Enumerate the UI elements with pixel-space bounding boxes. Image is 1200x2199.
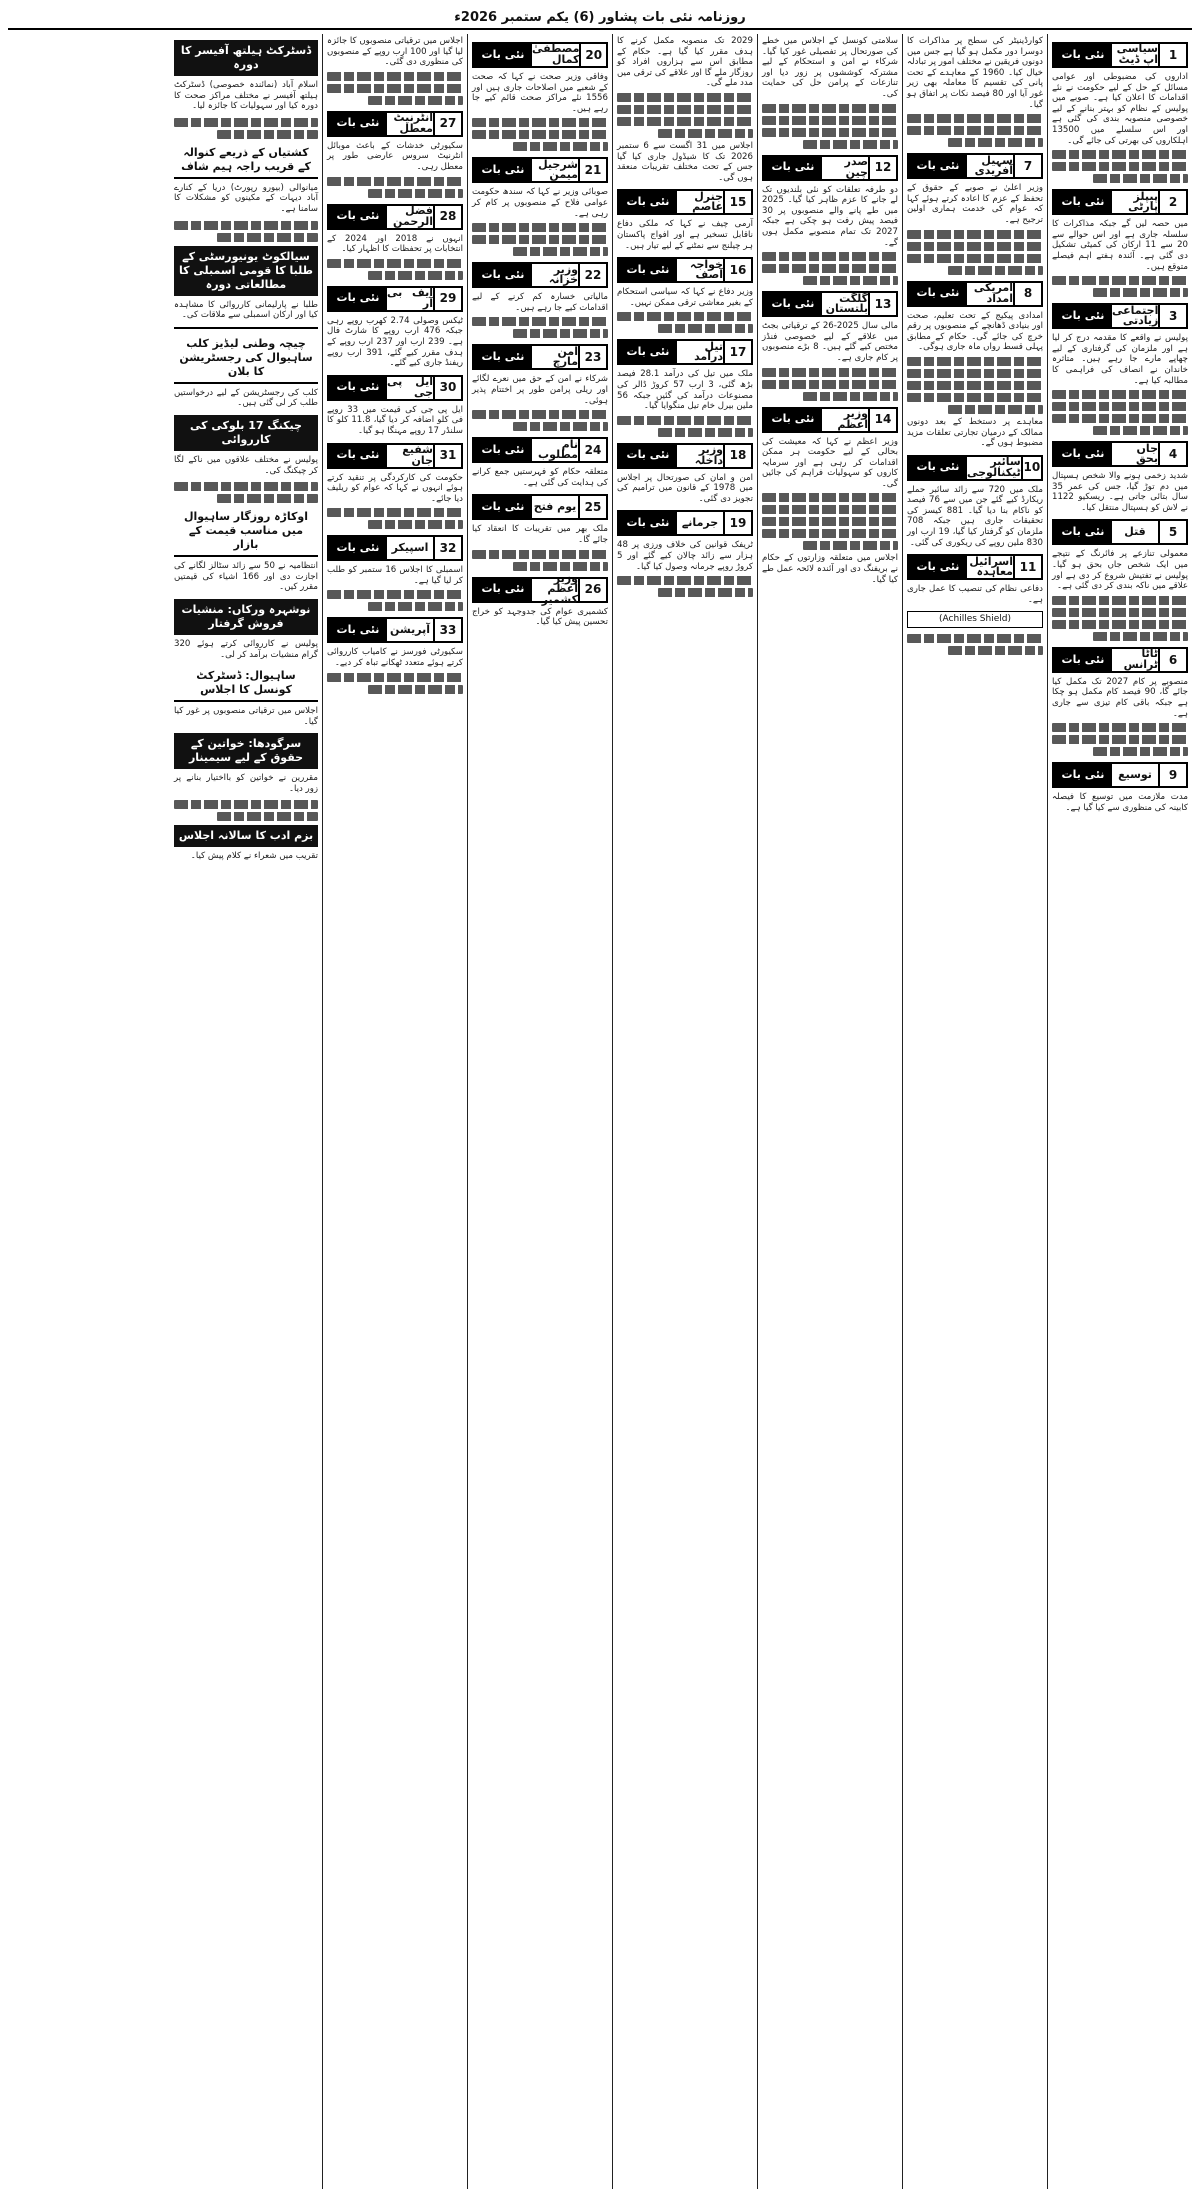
story-text: کوارڈینیٹر کی سطح پر مذاکرات کا دوسرا دور مکمل ہو گیا ہے جس میں دونوں فریقین نے مختلف امور پر تبادلہ خیال کیا۔ 1960 کے معاہدے کے تحت پانی کی تقسیم کا معاملہ بھی زیر غور آیا اور 80 فیصد نکات پر اتفاق ہو گیا۔ (907, 36, 1043, 110)
text-line (513, 329, 608, 338)
text-line (174, 482, 318, 491)
story-tag (617, 339, 753, 365)
story-tag (617, 189, 753, 215)
caption: (Achilles Shield) (907, 611, 1043, 628)
text-line (1052, 608, 1188, 617)
story-tag (327, 375, 463, 401)
story-title: صدر چین (844, 154, 868, 179)
story-number: 28 (433, 206, 461, 228)
text-line (1093, 747, 1188, 756)
text-line (327, 673, 463, 682)
text-line (948, 138, 1043, 147)
text-line (513, 562, 608, 571)
story-tag (1052, 189, 1188, 215)
column-4 (612, 34, 757, 2189)
column-5 (467, 34, 612, 2189)
text-line (762, 104, 898, 113)
story-number: 30 (433, 377, 461, 399)
tag-label: نئی بات (1054, 44, 1112, 66)
story-tag (327, 443, 463, 469)
tag-label: نئی بات (329, 445, 387, 467)
story-text: ملک بھر میں تقریبات کا انعقاد کیا جائے گا۔ (472, 524, 608, 545)
text-line (762, 380, 898, 389)
regional-text: مقررین نے خواتین کو بااختیار بنانے پر زور دیا۔ (174, 773, 318, 794)
story-tag (327, 286, 463, 312)
story-tag (472, 494, 608, 520)
tag-label: نئی بات (474, 264, 532, 286)
text-line (472, 223, 608, 232)
text-line (762, 116, 898, 125)
text-line (1052, 723, 1188, 732)
story-tag (1052, 42, 1188, 68)
text-line (1052, 276, 1188, 285)
story-title: سائبر ٹیکنالوجی (967, 455, 1021, 479)
story-tag (907, 455, 1043, 481)
tag-label: نئی بات (329, 206, 387, 228)
story-number: 1 (1158, 44, 1186, 66)
text-line (1052, 620, 1188, 629)
tag-label: نئی بات (909, 283, 967, 305)
text-line (948, 646, 1043, 655)
story-number: 25 (578, 496, 606, 518)
tag-label: نئی بات (909, 457, 967, 479)
text-line (472, 410, 608, 419)
text-line (513, 422, 608, 431)
story-text: منصوبے پر کام 2027 تک مکمل کیا جائے گا، 90 فیصد کام مکمل ہو چکا ہے جبکہ باقی کام تیزی سے جاری ہے۔ (1052, 676, 1188, 719)
regional-text: میانوالی (بیورو رپورٹ) دریا کے کنارے آباد دیہات کے مکینوں کو مشکلات کا سامنا ہے۔ (174, 182, 318, 214)
story-number: 23 (578, 346, 606, 368)
text-line (762, 505, 898, 514)
story-title: وزیر خزانہ (548, 262, 578, 287)
text-line (948, 266, 1043, 275)
tag-label: نئی بات (474, 496, 532, 518)
story-text: ٹریفک قوانین کی خلاف ورزی پر 48 ہزار سے زائد چالان کیے گئے اور 5 کروڑ روپے جرمانہ وصول کیا گیا۔ (617, 540, 753, 572)
story-tag (617, 510, 753, 536)
story-text: دو طرفہ تعلقات کو نئی بلندیوں تک لے جانے کا عزم ظاہر کیا گیا۔ 2025 میں طے پانے والے منصوبوں پر 30 فیصد پیش رفت ہو چکی ہے جبکہ 2027 تک تمام منصوبے مکمل ہوں گے۔ (762, 184, 898, 248)
text-line (803, 392, 898, 401)
story-number: 29 (433, 288, 461, 310)
regional-text: طلبا نے پارلیمانی کارروائی کا مشاہدہ کیا اور ارکان اسمبلی سے ملاقات کی۔ (174, 299, 318, 321)
story-number: 21 (578, 159, 606, 181)
column-1 (1047, 34, 1192, 2189)
text-line (1093, 426, 1188, 435)
story-number: 3 (1158, 305, 1186, 327)
story-text: سلامتی کونسل کے اجلاس میں خطے کی صورتحال پر تفصیلی غور کیا گیا۔ شرکاء نے امن و استحکام کے لیے مشترکہ کوششوں پر زور دیا اور تنازعات کے پرامن حل کی حمایت کی۔ (762, 36, 898, 99)
text-line (617, 416, 753, 425)
story-text: معمولی تنازعے پر فائرنگ کے نتیجے میں ایک شخص جاں بحق ہو گیا۔ پولیس نے تفتیش شروع کر دی ہے اور علاقے میں ناکہ بندی کر دی گئی ہے۔ (1052, 549, 1188, 592)
columns-container (8, 34, 1192, 2189)
text-line (1093, 288, 1188, 297)
story-number: 9 (1158, 764, 1186, 786)
story-number: 11 (1013, 556, 1041, 578)
story-number: 17 (723, 341, 751, 363)
text-line (907, 381, 1043, 390)
story-number: 10 (1021, 457, 1041, 479)
regional-text: تقریب میں شعراء نے کلام پیش کیا۔ (190, 851, 318, 862)
tag-label: نئی بات (1054, 305, 1112, 327)
story-tag (907, 153, 1043, 179)
text-line (217, 233, 318, 242)
tag-label: نئی بات (619, 445, 677, 467)
text-line (658, 428, 753, 437)
tag-label: نئی بات (1054, 521, 1112, 543)
story-text: صوبائی وزیر نے کہا کہ سندھ حکومت عوامی فلاح کے منصوبوں پر کام کر رہی ہے۔ (472, 187, 608, 219)
text-line (1052, 150, 1188, 159)
story-number: 5 (1158, 521, 1186, 543)
story-number: 33 (433, 619, 461, 641)
text-line (658, 129, 753, 138)
text-line (658, 588, 753, 597)
text-line (217, 130, 318, 139)
story-number: 26 (578, 579, 606, 601)
text-line (617, 576, 753, 585)
story-number: 8 (1013, 283, 1041, 305)
story-title: اسرائیل معاہدہ (969, 554, 1013, 579)
text-line (472, 118, 608, 127)
story-title: سہیل آفریدی (974, 153, 1013, 178)
tag-label: نئی بات (1054, 649, 1112, 671)
text-line (217, 812, 318, 821)
story-tag (1052, 647, 1188, 673)
story-tag (472, 437, 608, 463)
story-text: مدت ملازمت میں توسیع کا فیصلہ کابینہ کی منظوری سے کیا گیا ہے۔ (1052, 792, 1188, 813)
tag-label: نئی بات (764, 409, 822, 431)
story-text: معاہدے پر دستخط کے بعد دونوں ممالک کے درمیان تجارتی تعلقات مزید مضبوط ہوں گے۔ (907, 416, 1043, 449)
story-number: 6 (1158, 649, 1186, 671)
story-number: 18 (723, 445, 751, 467)
text-line (217, 494, 318, 503)
text-line (1052, 735, 1188, 744)
story-tag (472, 262, 608, 288)
story-title: ایل پی جی (387, 375, 433, 399)
masthead: روزنامہ نئی بات پشاور (6) یکم ستمبر 2026ء (8, 6, 1192, 30)
story-number: 19 (723, 512, 751, 534)
story-tag (472, 42, 608, 68)
column-2 (902, 34, 1047, 2189)
tag-label: نئی بات (474, 44, 532, 66)
story-text: دفاعی نظام کی تنصیب کا عمل جاری ہے۔ (907, 584, 1043, 605)
tag-label: نئی بات (329, 619, 387, 641)
text-line (762, 368, 898, 377)
text-line (803, 140, 898, 149)
regional-headline: اوکاڑہ روزگار ساہیوال میں مناسب قیمت کے بازار (174, 507, 318, 557)
text-line (368, 685, 463, 694)
text-line (658, 324, 753, 333)
story-text: اجلاس میں متعلقہ وزارتوں کے حکام نے بریفنگ دی اور آئندہ لائحہ عمل طے کیا گیا۔ (762, 553, 898, 585)
story-number: 22 (578, 264, 606, 286)
story-text: میں حصہ لیں گے جبکہ مذاکرات کا سلسلہ جاری ہے اور اس حوالے سے 20 سے 11 ارکان کی کمیٹی تشکیل دی گئی ہے۔ آئندہ ہفتے اہم فیصلے متوقع ہیں۔ (1052, 219, 1188, 272)
story-number: 20 (579, 44, 606, 66)
story-tag (1052, 441, 1188, 467)
story-title: پیپلز پارٹی (1128, 189, 1158, 214)
story-text: کشمیری عوام کی جدوجہد کو خراج تحسین پیش کیا گیا۔ (472, 606, 608, 628)
regional-headline: بزم ادب کا سالانہ اجلاس (174, 825, 318, 847)
text-line (513, 247, 608, 256)
story-title: ٹاٹا ٹرانس (1123, 647, 1158, 671)
text-line (174, 118, 318, 127)
story-tag (472, 571, 608, 606)
text-line (907, 254, 1043, 263)
text-line (1052, 390, 1188, 399)
story-text: ملک میں تیل کی درآمد 28.1 فیصد بڑھ گئی، 3 ارب 57 کروڑ ڈالر کی مصنوعات درآمد کی گئیں جبکہ 56 ملین بیرل خام تیل منگوایا گیا۔ (617, 369, 753, 412)
text-line (368, 520, 463, 529)
text-line (907, 114, 1043, 123)
text-line (1052, 162, 1188, 171)
story-text: ایل پی جی کی قیمت میں 33 روپے فی کلو اضافہ کر دیا گیا، 11.8 کلو کا سلنڈر 17 روپے مہنگا ہو گیا۔ (327, 404, 464, 436)
story-number: 24 (578, 439, 606, 461)
story-text: حکومت کی کارکردگی پر تنقید کرتے ہوئے انہوں نے کہا کہ عوام کو ریلیف دیا جائے۔ (327, 472, 463, 504)
tag-label: نئی بات (329, 377, 387, 399)
tag-label: نئی بات (909, 556, 967, 578)
regional-headline: ڈسٹرکٹ ہیلتھ آفیسر کا دورہ (174, 40, 318, 76)
story-tag (762, 407, 898, 433)
tag-label: نئی بات (474, 439, 532, 461)
text-line (174, 800, 318, 809)
tag-label: نئی بات (329, 113, 387, 135)
column-7 (170, 34, 322, 2189)
text-line (762, 252, 898, 261)
story-title: جرمانے (681, 516, 719, 530)
text-line (368, 189, 463, 198)
story-text: امن و امان کی صورتحال پر اجلاس میں 1978 کے قانون میں ترامیم کی تجویز دی گئی۔ (617, 472, 753, 504)
regional-headline: ساہیوال: ڈسٹرکٹ کونسل کا اجلاس (174, 666, 318, 702)
story-title: نام مطلوب (538, 437, 578, 462)
story-title: جاں بحق (1136, 441, 1158, 466)
story-text: سکیورٹی خدشات کے باعث موبائل انٹرنیٹ سروس عارضی طور پر معطل رہی۔ (327, 140, 463, 172)
tag-label: نئی بات (1054, 764, 1112, 786)
text-line (472, 317, 608, 326)
text-line (907, 634, 1043, 643)
text-line (617, 93, 753, 102)
text-line (907, 357, 1043, 366)
story-title: انٹرنیٹ معطل (393, 111, 433, 135)
tag-label: نئی بات (329, 537, 387, 559)
text-line (907, 242, 1043, 251)
story-number: 27 (433, 113, 461, 135)
story-text: سکیورٹی فورسز نے کامیاب کارروائی کرتے ہوئے متعدد ٹھکانے تباہ کر دیے۔ (327, 647, 463, 669)
tag-label: نئی بات (764, 293, 822, 315)
story-title: توسیع (1118, 767, 1152, 781)
story-title: ایف بی آر (387, 286, 433, 310)
regional-text: انتظامیہ نے 50 سے زائد سٹالز لگانے کی اجازت دی اور 166 اشیاء کی قیمتیں مقرر کیں۔ (174, 561, 318, 593)
text-line (472, 550, 608, 559)
text-line (327, 259, 463, 268)
text-line (907, 230, 1043, 239)
text-line (617, 312, 753, 321)
text-line (762, 529, 898, 538)
text-line (327, 508, 463, 517)
text-line (762, 264, 898, 273)
story-title: تیل درآمد (694, 339, 723, 364)
tag-label: نئی بات (474, 159, 532, 181)
story-tag (762, 291, 898, 317)
regional-text: پولیس نے کارروائی کرتے ہوئے 320 گرام منشیات برآمد کر لی۔ (174, 638, 318, 660)
text-line (327, 590, 463, 599)
story-number: 2 (1158, 191, 1186, 213)
story-text: پولیس نے واقعے کا مقدمہ درج کر لیا ہے اور ملزمان کی گرفتاری کے لیے چھاپے مارے جا رہے ہیں۔ متاثرہ خاندان نے انصاف کی فراہمی کا مطالبہ کیا ہے۔ (1052, 333, 1188, 386)
story-title: مصطفیٰ کمال (531, 42, 580, 66)
text-line (948, 405, 1043, 414)
text-line (907, 126, 1043, 135)
regional-headline: چیچہ وطنی لیڈیز کلب ساہیوال کی رجسٹریشن کا بلان (174, 334, 318, 384)
divider (174, 327, 318, 329)
story-text: اداروں کی مضبوطی اور عوامی مسائل کے حل کے لیے حکومت نے نئے اقدامات کا اعلان کیا ہے۔ صوبے میں پولیس کے نظام کو بہتر بنانے کے لیے خصوصی منصوبہ بندی کی گئی ہے اور اس سلسلے میں 13500 اہلکاروں کی بھرتی کی جائے گی۔ (1052, 72, 1188, 146)
story-number: 31 (433, 445, 461, 467)
story-text: وزیر دفاع نے کہا کہ سیاسی استحکام کے بغیر معاشی ترقی ممکن نہیں۔ (617, 287, 753, 308)
story-number: 4 (1158, 443, 1186, 465)
story-title: شرجیل میمن (538, 157, 578, 182)
regional-headline: سرگودھا: خواتین کے حقوق کے لیے سیمینار (174, 733, 318, 769)
text-line (513, 142, 608, 151)
text-line (617, 117, 753, 126)
tag-label: نئی بات (1054, 443, 1112, 465)
story-title: فضل الرحمن (393, 203, 433, 228)
story-number: 14 (868, 409, 896, 431)
regional-headline: سیالکوٹ یونیورسٹی کے طلبا کا قومی اسمبلی کا مطالعاتی دورہ (174, 246, 318, 296)
story-title: آپریشن (390, 623, 430, 637)
story-text: شرکاء نے امن کے حق میں نعرے لگائے اور ریلی پرامن طور پر اختتام پذیر ہوئی۔ (472, 374, 608, 406)
regional-text: کلب کی رجسٹریشن کے لیے درخواستیں طلب کر لی گئی ہیں۔ (174, 387, 318, 409)
story-title: وزیر اعظم کشمیر (541, 571, 578, 606)
story-text: آرمی چیف نے کہا کہ ملکی دفاع ناقابل تسخیر ہے اور افواج پاکستان ہر چیلنج سے نمٹنے کے لیے تیار ہیں۔ (617, 219, 753, 251)
tag-label: نئی بات (619, 512, 677, 534)
story-number: 32 (433, 537, 461, 559)
tag-label: نئی بات (474, 346, 532, 368)
story-title: جنرل عاصم (692, 189, 723, 214)
regional-text: پولیس نے مختلف علاقوں میں ناکے لگا کر چیکنگ کی۔ (174, 454, 318, 476)
regional-text: اسلام آباد (نمائندہ خصوصی) ڈسٹرکٹ ہیلتھ آفیسر نے مختلف مراکز صحت کا دورہ کیا اور سہولیات کا جائزہ لیا۔ (174, 80, 318, 112)
story-tag (762, 155, 898, 181)
story-tag (327, 617, 463, 643)
story-tag (907, 554, 1043, 580)
story-title: اجتماعی زیادتی (1112, 303, 1159, 328)
story-tag (327, 204, 463, 230)
story-number: 15 (723, 191, 751, 213)
story-tag (1052, 762, 1188, 788)
story-number: 7 (1013, 155, 1041, 177)
text-line (327, 177, 463, 186)
story-title: وزیر داخلہ (694, 443, 723, 467)
story-tag (472, 344, 608, 370)
story-text: اجلاس میں 31 اگست سے 6 ستمبر 2026 تک کا شیڈول جاری کیا گیا جس کے تحت مختلف تقریبات منعقد ہوں گی۔ (617, 140, 753, 183)
text-line (617, 105, 753, 114)
regional-text: اجلاس میں ترقیاتی منصوبوں پر غور کیا گیا۔ (174, 706, 318, 727)
text-line (762, 128, 898, 137)
tag-label: نئی بات (619, 191, 677, 213)
story-text: اسمبلی کا اجلاس 16 ستمبر کو طلب کر لیا گیا ہے۔ (327, 565, 463, 586)
text-line (1052, 402, 1188, 411)
text-line (907, 393, 1043, 402)
story-tag (1052, 519, 1188, 545)
story-number: 16 (723, 259, 751, 281)
regional-headline: کشتیاں کے ذریعے کنوالہ کے قریب راجہ ہیم شاف (174, 143, 318, 179)
story-text: ملک میں 720 سے زائد سائبر حملے ریکارڈ کیے گئے جن میں سے 76 فیصد کو ناکام بنا دیا گیا۔ 881 کیسز کی تحقیقات جاری ہیں جبکہ 708 ملزمان کو گرفتار کیا گیا، 19 ارب اور 830 ملین روپے کی ریکوری کی گئی۔ (907, 484, 1044, 548)
story-title: امن مارچ (552, 344, 578, 369)
text-line (472, 130, 608, 139)
tag-label: نئی بات (474, 579, 532, 601)
story-text: مالیاتی خسارہ کم کرنے کے لیے اقدامات کیے جا رہے ہیں۔ (472, 292, 608, 313)
story-title: شفیع جان (402, 442, 433, 467)
story-tag (327, 111, 463, 137)
story-title: قتل (1124, 525, 1146, 539)
text-line (174, 221, 318, 230)
text-line (472, 235, 608, 244)
column-6 (322, 34, 467, 2189)
text-line (1052, 414, 1188, 423)
tag-label: نئی بات (619, 259, 677, 281)
tag-label: نئی بات (1054, 191, 1112, 213)
text-line (803, 541, 898, 550)
story-text: اجلاس میں ترقیاتی منصوبوں کا جائزہ لیا گیا اور 100 ارب روپے کے منصوبوں کی منظوری دی گئی۔ (327, 36, 463, 68)
column-3 (757, 34, 902, 2189)
story-text: شدید زخمی ہونے والا شخص ہسپتال میں دم توڑ گیا، جس کی عمر 35 سال بتائی جاتی ہے۔ ریسکیو 1122 نے لاش کو ہسپتال منتقل کیا۔ (1052, 471, 1188, 513)
text-line (327, 84, 463, 93)
story-text: وزیر اعلیٰ نے صوبے کے حقوق کے تحفظ کے عزم کا اعادہ کرتے ہوئے کہا کہ عوام کی خدمت ہماری اولین ترجیح ہے۔ (907, 183, 1043, 225)
text-line (368, 96, 463, 105)
text-line (803, 276, 898, 285)
story-title: سیاسی اپ ڈیٹ (1116, 42, 1158, 66)
story-number: 12 (868, 157, 896, 179)
story-text: متعلقہ حکام کو فہرستیں جمع کرانے کی ہدایت کی گئی ہے۔ (472, 467, 608, 488)
regional-headline: چیکنگ 17 بلوکی کی کارروائی (174, 415, 318, 451)
story-tag (472, 157, 608, 183)
text-line (1093, 174, 1188, 183)
story-title: گلگت بلتستان (825, 291, 868, 316)
tag-label: نئی بات (619, 341, 677, 363)
story-title: امریکی امداد (973, 280, 1013, 305)
text-line (762, 493, 898, 502)
story-text: وزیر اعظم نے کہا کہ معیشت کی بحالی کے لیے حکومت ہر ممکن اقدامات کر رہی ہے اور سرمایہ کاروں کو سہولیات فراہم کی جائیں گی۔ (762, 436, 898, 489)
story-tag (1052, 303, 1188, 329)
story-text: انہوں نے 2018 اور 2024 کے انتخابات پر تحفظات کا اظہار کیا۔ (327, 233, 463, 255)
text-line (1052, 596, 1188, 605)
text-line (1093, 632, 1188, 641)
story-tag (327, 535, 463, 561)
story-number: 13 (868, 293, 896, 315)
regional-headline: نوشہرہ ورکاں: منشیات فروش گرفتار (174, 599, 318, 635)
story-title: وزیر اعظم (837, 406, 868, 431)
story-title: خواجہ آصف (690, 257, 723, 282)
text-line (368, 602, 463, 611)
story-tag (617, 257, 753, 283)
tag-label: نئی بات (909, 155, 967, 177)
text-line (368, 271, 463, 280)
story-text: وفاقی وزیر صحت نے کہا کہ صحت کے شعبے میں اصلاحات جاری ہیں اور 1556 نئے مراکز صحت قائم کیے جا رہے ہیں۔ (472, 72, 608, 114)
text-line (907, 369, 1043, 378)
story-tag (617, 443, 753, 469)
story-text: امدادی پیکیج کے تحت تعلیم، صحت اور بنیادی ڈھانچے کے منصوبوں پر رقم خرچ کی جائے گی۔ حکام کے مطابق پہلی قسط رواں ماہ جاری ہوگی۔ (907, 310, 1043, 353)
story-text: مالی سال 2025-26 کے ترقیاتی بجٹ میں علاقے کے لیے خصوصی فنڈز مختص کیے گئے ہیں۔ 8 بڑے منصوبوں پر کام جاری ہے۔ (762, 321, 898, 363)
story-title: اسپیکر (391, 540, 429, 554)
story-tag (907, 281, 1043, 307)
story-text: 2029 تک منصوبہ مکمل کرنے کا ہدف مقرر کیا گیا ہے۔ حکام کے مطابق اس سے ہزاروں افراد کو روزگار ملے گا اور علاقے کی ترقی میں مدد ملے گی۔ (617, 36, 753, 89)
text-line (327, 72, 463, 81)
text-line (762, 517, 898, 526)
story-title: یوم فتح (533, 500, 577, 514)
tag-label: نئی بات (329, 288, 387, 310)
tag-label: نئی بات (764, 157, 822, 179)
story-text: ٹیکس وصولی 2.74 کھرب روپے رہی جبکہ 476 ارب روپے کا شارٹ فال ہے۔ 239 ارب اور 237 ارب روپے کے ہدف مقرر کیے گئے، 391 ارب روپے ریفنڈ جاری کیے گئے۔ (327, 315, 463, 369)
